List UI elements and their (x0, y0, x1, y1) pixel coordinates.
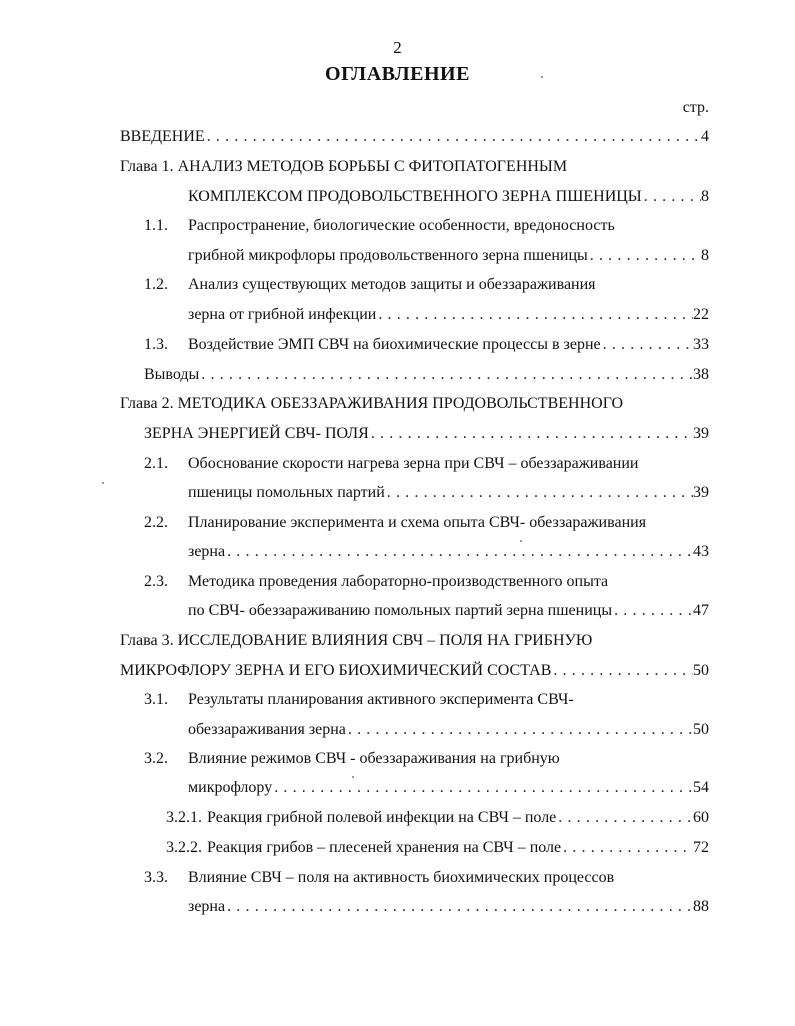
section-number: 3.1. (144, 691, 168, 708)
toc-entry-chapter-3[interactable] (120, 630, 592, 652)
toc-entry-page: 4 (701, 128, 709, 145)
dot-leader (588, 245, 701, 267)
dot-leader (369, 423, 693, 445)
section-number: 3.2.2. (166, 839, 202, 856)
toc-entry-chapter-2-cont[interactable] (144, 423, 709, 445)
toc-entry-title[interactable]: Планирование эксперимента и схема опыта СВЧ- обеззараживания (188, 514, 647, 531)
toc-entry-1-1-cont[interactable] (188, 245, 709, 267)
section-number: 2.1. (144, 455, 168, 472)
chapter-number: Глава 2. (120, 395, 174, 412)
toc-entry-title[interactable]: Результаты планирования активного эксперимента СВЧ- (188, 691, 574, 708)
section-number: 1.2. (144, 276, 168, 293)
page-number: 2 (393, 38, 402, 57)
toc-entry-2-2-cont[interactable] (188, 541, 709, 563)
toc-entry-page: 54 (693, 779, 709, 796)
toc-entry-2-3-cont[interactable] (188, 600, 709, 622)
toc-entry-title[interactable]: Методика проведения лабораторно-производственного опыта (188, 573, 609, 590)
section-number: 1.1. (144, 217, 168, 234)
toc-entry-3-2-cont[interactable] (188, 777, 709, 799)
dot-leader (556, 807, 693, 829)
toc-entry-page: 39 (693, 484, 709, 501)
toc-entry-title-cont: грибной микрофлоры продовольственного зерна пшеницы (188, 247, 588, 264)
chapter-number: Глава 3. (120, 632, 174, 649)
toc-entry-page: 60 (693, 809, 709, 826)
toc-entry-title: Выводы (144, 366, 200, 383)
toc-entry-2-1-cont[interactable] (188, 482, 709, 504)
toc-entry-chapter-3-cont[interactable] (120, 660, 709, 682)
toc-entry-title: ВВЕДЕНИЕ (120, 128, 205, 145)
toc-entry-title: Реакция грибной полевой инфекции на СВЧ – поле (207, 809, 557, 826)
dot-leader (225, 896, 693, 918)
toc-entry-page: 8 (701, 247, 709, 264)
toc-entry-3-1-cont[interactable] (188, 719, 709, 741)
dot-leader (561, 837, 693, 859)
toc-entry-title-cont: зерна от грибной инфекции (188, 306, 377, 323)
scan-speck (520, 540, 522, 542)
dot-leader (205, 126, 701, 148)
toc-entry-page: 33 (693, 336, 709, 353)
toc-entry-title[interactable]: Анализ существующих методов защиты и обеззараживания (188, 276, 596, 293)
toc-entry-title[interactable]: Обоснование скорости нагрева зерна при СВЧ – обеззараживании (188, 455, 639, 472)
toc-entry-title: МЕТОДИКА ОБЕЗЗАРАЖИВАНИЯ ПРОДОВОЛЬСТВЕННОГО (177, 395, 624, 412)
page-column-header: стр. (682, 99, 709, 116)
section-number: 3.2.1. (166, 809, 202, 826)
section-number: 3.2. (144, 750, 168, 767)
dot-leader (601, 334, 693, 356)
page-title: ОГЛАВЛЕНИЕ (325, 63, 470, 85)
dot-leader (199, 364, 693, 386)
toc-entry-page: 43 (693, 543, 709, 560)
toc-entry-page: 88 (693, 898, 709, 915)
toc-entry-title[interactable]: Влияние режимов СВЧ - обеззараживания на грибную (188, 750, 560, 767)
toc-entry-3-3-cont[interactable] (188, 896, 709, 918)
scan-speck (352, 776, 354, 778)
scan-speck (102, 482, 104, 484)
toc-entry-title-cont: зерна (188, 543, 226, 560)
toc-entry-page: 22 (693, 306, 709, 323)
dot-leader (225, 541, 693, 563)
section-number: 2.2. (144, 514, 168, 531)
toc-entry-title[interactable]: Влияние СВЧ – поля на активность биохимических процессов (188, 869, 615, 886)
toc-entry-title: АНАЛИЗ МЕТОДОВ БОРЬБЫ С ФИТОПАТОГЕННЫМ (177, 158, 568, 175)
dot-leader (642, 186, 701, 208)
toc-entry-title-cont: зерна (188, 898, 226, 915)
dot-leader (385, 482, 693, 504)
dot-leader (376, 304, 693, 326)
toc-entry-title: Реакция грибов – плесеней хранения на СВЧ – поле (207, 839, 562, 856)
dot-leader (551, 660, 693, 682)
toc-entry-page: 47 (693, 602, 709, 619)
toc-entry-chapter-2[interactable] (120, 393, 623, 415)
toc-entry-conclusions[interactable] (144, 364, 709, 386)
chapter-number: Глава 1. (120, 158, 174, 175)
toc-entry-title-cont: КОМПЛЕКСОМ ПРОДОВОЛЬСТВЕННОГО ЗЕРНА ПШЕНИЦЫ (188, 188, 642, 205)
toc-entry-title-cont: пшеницы помольных партий (188, 484, 385, 501)
toc-entry-page: 39 (693, 425, 709, 442)
toc-entry-page: 50 (693, 662, 709, 679)
toc-entry-page: 72 (693, 839, 709, 856)
section-number: 1.3. (144, 336, 168, 353)
toc-entry-title[interactable]: Распространение, биологические особенности, вредоносность (188, 217, 615, 234)
toc-entry-page: 8 (701, 188, 709, 205)
toc-entry-page: 38 (693, 366, 709, 383)
toc-entry-page: 50 (693, 721, 709, 738)
toc-entry-title: ИССЛЕДОВАНИЕ ВЛИЯНИЯ СВЧ – ПОЛЯ НА ГРИБНУЮ (177, 632, 593, 649)
toc-entry-introduction[interactable] (120, 126, 709, 148)
toc-entry-title-cont: обеззараживания зерна (188, 721, 346, 738)
toc-entry-title: Воздействие ЭМП СВЧ на биохимические процессы в зерне (188, 336, 601, 353)
section-number: 2.3. (144, 573, 168, 590)
toc-entry-3-2-1[interactable] (166, 807, 709, 829)
toc-entry-chapter-1[interactable] (120, 156, 567, 178)
dot-leader (612, 600, 693, 622)
toc-entry-title-cont: ЗЕРНА ЭНЕРГИЕЙ СВЧ- ПОЛЯ (144, 425, 369, 442)
scan-speck (541, 76, 543, 78)
dot-leader (346, 719, 693, 741)
toc-entry-3-2-2[interactable] (166, 837, 709, 859)
toc-entry-title-cont: микрофлору (188, 779, 273, 796)
section-number: 3.3. (144, 869, 168, 886)
toc-entry-title-cont: МИКРОФЛОРУ ЗЕРНА И ЕГО БИОХИМИЧЕСКИЙ СОСТАВ (120, 662, 552, 679)
dot-leader (272, 777, 693, 799)
toc-entry-title-cont: по СВЧ- обеззараживанию помольных партий зерна пшеницы (188, 602, 613, 619)
toc-entry-chapter-1-cont[interactable] (188, 186, 709, 208)
toc-entry-1-3[interactable] (188, 334, 709, 356)
toc-entry-1-2-cont[interactable] (188, 304, 709, 326)
